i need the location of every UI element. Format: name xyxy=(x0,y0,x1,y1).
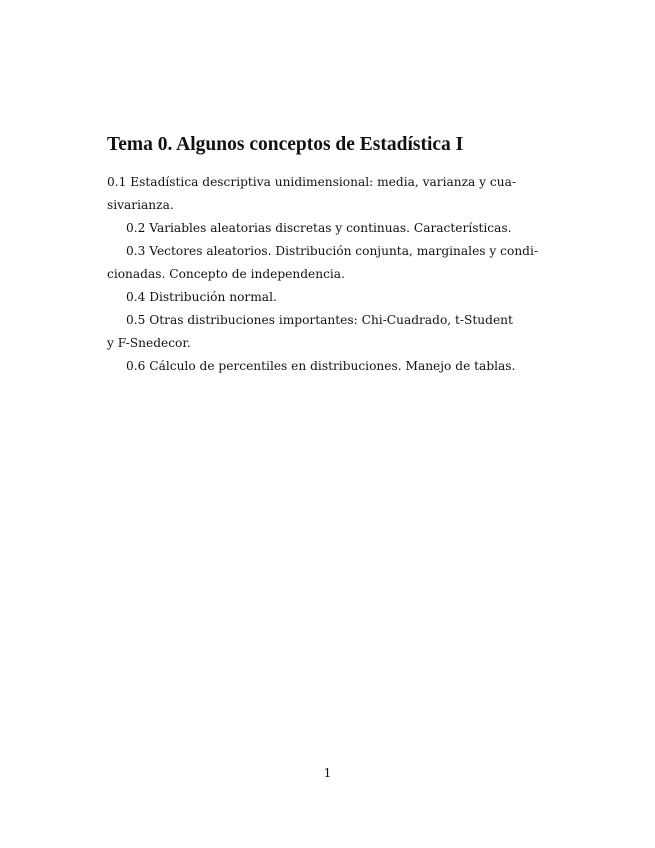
topic-0-3-line-1: 0.3 Vectores aleatorios. Distribución conjunta, marginales y condi- xyxy=(126,244,538,258)
page-title: Tema 0. Algunos conceptos de Estadística I xyxy=(107,134,464,155)
topic-0-1-line-2: sivarianza. xyxy=(107,198,174,212)
topic-0-5-line-2: y F-Snedecor. xyxy=(107,336,191,350)
topic-0-6-line-1: 0.6 Cálculo de percentiles en distribuciones. Manejo de tablas. xyxy=(126,359,516,373)
topic-0-2-line-1: 0.2 Variables aleatorias discretas y continuas. Características. xyxy=(126,221,512,235)
topic-0-5-line-1: 0.5 Otras distribuciones importantes: Chi-Cuadrado, t-Student xyxy=(126,313,513,327)
topic-0-3-line-2: cionadas. Concepto de independencia. xyxy=(107,267,345,281)
topic-0-4-line-1: 0.4 Distribución normal. xyxy=(126,290,277,304)
topic-0-1-line-1: 0.1 Estadística descriptiva unidimensional: media, varianza y cua- xyxy=(107,175,516,189)
page-number: 1 xyxy=(323,766,332,780)
